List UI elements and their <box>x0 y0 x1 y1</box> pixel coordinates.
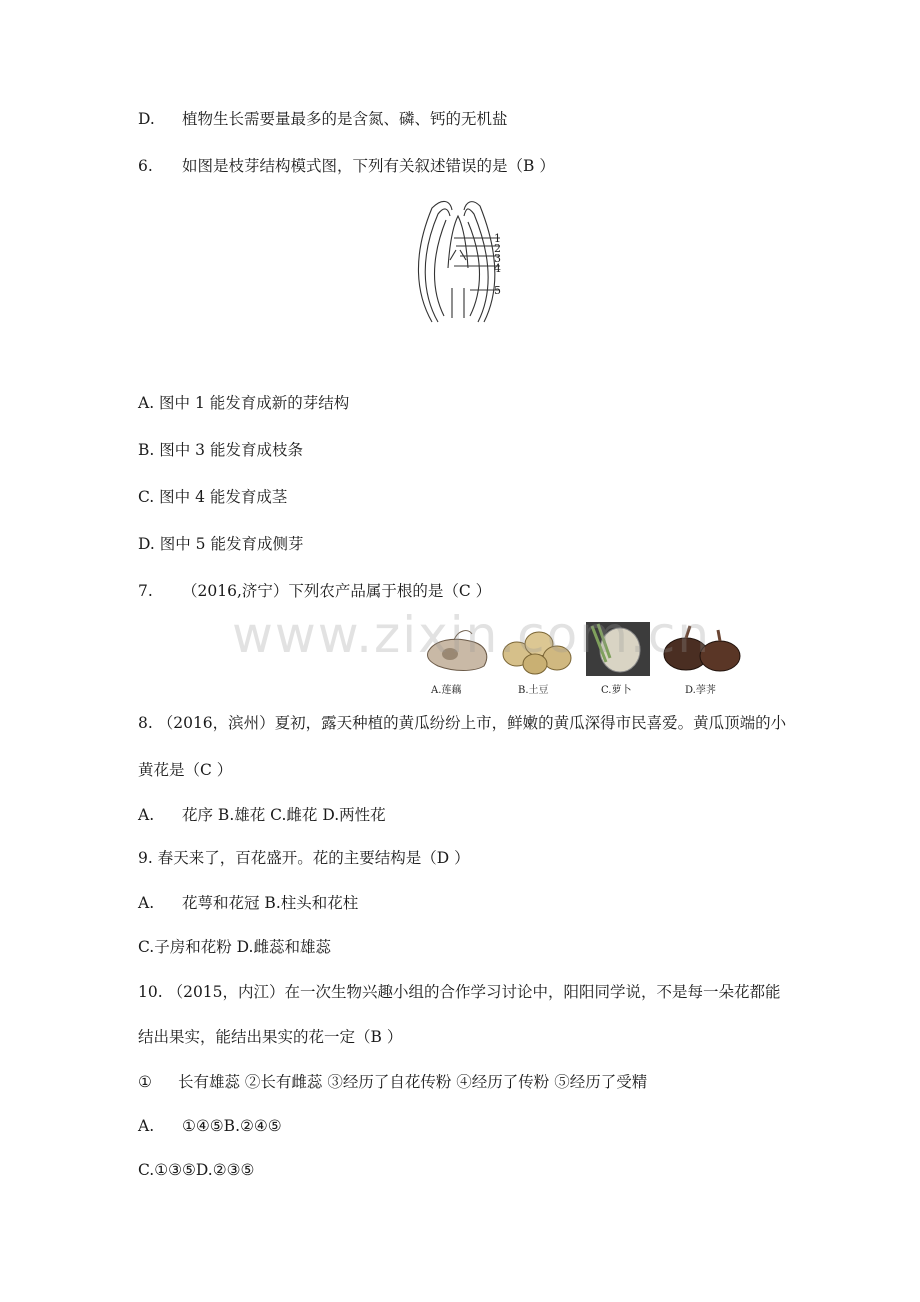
question-text: （2016,济宁）下列农产品属于根的是（C ） <box>182 582 492 600</box>
option-d-q5 <box>138 109 508 129</box>
option-label: A. <box>138 806 155 824</box>
options-q9-ab <box>138 893 358 913</box>
bud-structure-figure <box>410 198 506 326</box>
option-text: 植物生长需要量最多的是含氮、磷、钙的无机盐 <box>182 110 508 128</box>
statements-q10 <box>138 1072 647 1092</box>
caption-b: B.土豆 <box>518 685 549 696</box>
question-number: 6. <box>138 157 153 175</box>
bud-label-2: 2 <box>494 242 501 255</box>
bud-label-1: 1 <box>494 232 501 245</box>
option-label: A. <box>138 894 155 912</box>
question-10: 10. （2015，内江）在一次生物兴趣小组的合作学习讨论中，阳阳同学说，不是每一朵花都能 <box>138 983 781 1001</box>
options-q8 <box>138 805 386 825</box>
caption-d: D.荸荠 <box>685 685 716 696</box>
watermark: www.zixin.com.cn <box>232 606 712 664</box>
question-7 <box>138 581 491 601</box>
option-label: D. <box>138 110 155 128</box>
option-c-q6: C. 图中 4 能发育成茎 <box>138 488 288 506</box>
option-a-q6: A. 图中 1 能发育成新的芽结构 <box>138 394 350 412</box>
caption-c: C.萝卜 <box>601 685 632 696</box>
question-text: 如图是枝芽结构模式图，下列有关叙述错误的是（B ） <box>182 157 555 175</box>
bud-label-4: 4 <box>494 262 501 275</box>
bud-label-3: 3 <box>494 252 501 265</box>
question-6 <box>138 156 555 176</box>
options-q9-cd: C.子房和花粉 D.雌蕊和雄蕊 <box>138 938 331 956</box>
question-8-cont: 黄花是（C ） <box>138 761 233 779</box>
option-text: 花序 B.雄花 C.雌花 D.两性花 <box>182 806 386 824</box>
option-b-q6: B. 图中 3 能发育成枝条 <box>138 441 303 459</box>
options-q10-ab <box>138 1116 282 1136</box>
statement-text: 长有雄蕊 ②长有雌蕊 ③经历了自花传粉 ④经历了传粉 ⑤经历了受精 <box>178 1073 648 1091</box>
bud-label-5: 5 <box>494 284 501 297</box>
options-q10-cd: C.①③⑤D.②③⑤ <box>138 1161 255 1179</box>
question-9: 9. 春天来了，百花盛开。花的主要结构是（D ） <box>138 849 470 867</box>
option-d-q6: D. 图中 5 能发育成侧芽 <box>138 535 304 553</box>
statement-marker: ① <box>138 1073 152 1091</box>
option-text: 花萼和花冠 B.柱头和花柱 <box>182 894 359 912</box>
option-text: ①④⑤B.②④⑤ <box>182 1117 282 1135</box>
question-number: 7. <box>138 582 153 600</box>
question-8: 8. （2016，滨州）夏初，露天种植的黄瓜纷纷上市，鲜嫩的黄瓜深得市民喜爱。黄瓜顶端的小 <box>138 714 787 732</box>
option-label: A. <box>138 1117 155 1135</box>
caption-a: A.莲藕 <box>431 685 462 696</box>
question-10-cont: 结出果实，能结出果实的花一定（B ） <box>138 1028 403 1046</box>
